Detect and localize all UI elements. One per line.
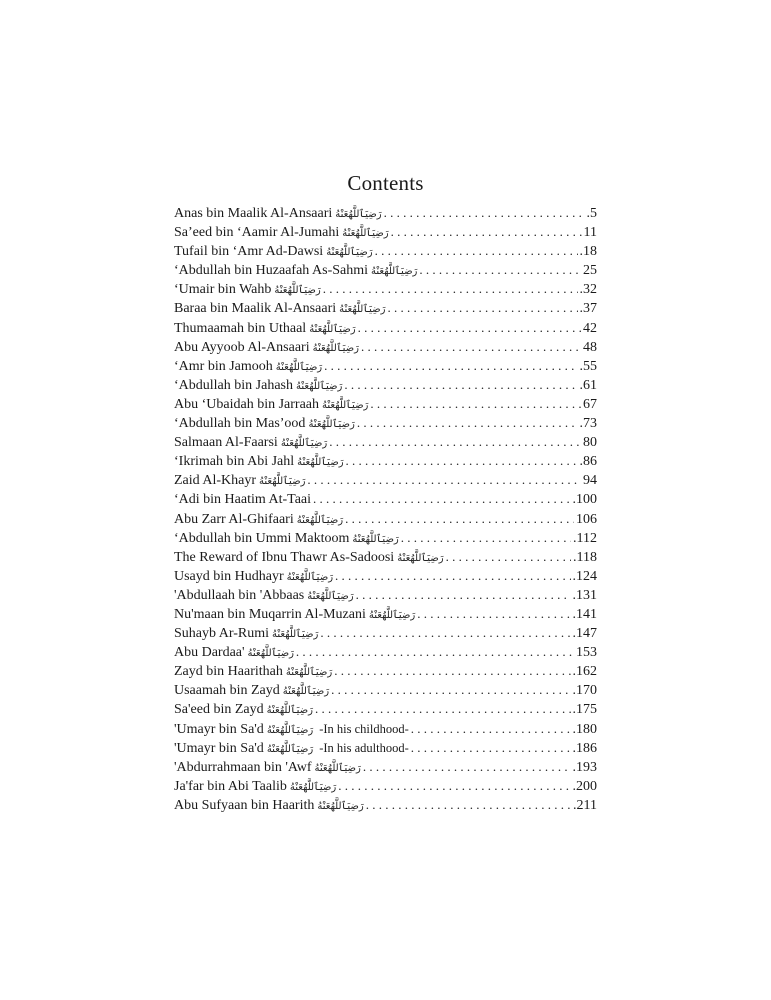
honorific-text: رَضِيَٱللَّهُعَنْهُ	[314, 762, 361, 774]
dot-leader	[338, 776, 570, 795]
toc-entry[interactable]	[174, 604, 597, 623]
toc-entry[interactable]	[174, 241, 597, 260]
toc-entry-page: 11	[583, 225, 597, 241]
toc-entry-title: ‘Abdullah bin Huzaafah As-Sahmi	[174, 263, 369, 279]
toc-entry-page: .162	[572, 664, 597, 680]
dot-leader	[411, 738, 571, 757]
dot-leader	[329, 432, 581, 451]
honorific-text: رَضِيَٱللَّهُعَنْهُ	[272, 629, 319, 641]
honorific-text: رَضِيَٱللَّهُعَنْهُ	[308, 419, 355, 431]
toc-entry-title: Zayd bin Haarithah	[174, 664, 283, 680]
toc-entry-page: .193	[572, 759, 597, 775]
toc-entry-title: Anas bin Maalik Al-Ansaari	[174, 206, 333, 221]
toc-entry-page: .100	[572, 492, 597, 508]
toc-entry-page: 25	[583, 263, 597, 279]
toc-entry-title: ‘Umair bin Wahb	[174, 282, 272, 298]
toc-entry-page: .32	[579, 282, 597, 298]
toc-entry-page: 80	[583, 435, 597, 451]
toc-entry-page: .180	[572, 721, 597, 737]
toc-entry[interactable]	[174, 470, 597, 489]
toc-entry-title: Suhayb Ar-Rumi	[174, 626, 269, 642]
honorific-text: رَضِيَٱللَّهُعَنْهُ	[326, 247, 373, 259]
toc-entry[interactable]	[174, 566, 597, 585]
toc-entry[interactable]	[174, 642, 597, 661]
dot-leader	[419, 260, 581, 279]
toc-entry[interactable]	[174, 356, 597, 375]
toc-entry-page: 48	[583, 339, 597, 355]
toc-entry[interactable]	[174, 776, 597, 795]
toc-entry-title: ‘Ikrimah bin Abi Jahl	[174, 454, 295, 470]
toc-entry-page: .200	[572, 778, 597, 794]
toc-entry-page: .147	[572, 626, 597, 642]
dot-leader	[391, 222, 582, 241]
toc-entry-title: Usayd bin Hudhayr	[174, 568, 284, 584]
toc-entry-title: Abu Dardaa'	[174, 645, 245, 661]
honorific-text: رَضِيَٱللَّهُعَنْهُ	[275, 361, 323, 373]
honorific-text: رَضِيَٱللَّهُعَنْهُ	[371, 266, 418, 278]
toc-entry-page: .170	[572, 683, 597, 699]
toc-entry-page: .141	[572, 606, 597, 622]
toc-entry[interactable]	[174, 298, 597, 317]
honorific-text: رَضِيَٱللَّهُعَنْهُ	[339, 304, 386, 316]
dot-leader	[375, 241, 578, 260]
toc-entry[interactable]	[174, 222, 597, 241]
honorific-text: رَضِيَٱللَّهُعَنْهُ	[266, 743, 314, 755]
dot-leader	[411, 719, 571, 738]
honorific-text: رَضِيَٱللَّهُعَنْهُ	[368, 609, 416, 621]
toc-entry-page: .5	[586, 206, 597, 221]
toc-entry-page: .18	[579, 244, 597, 260]
honorific-text: رَضِيَٱللَّهُعَنْهُ	[285, 667, 333, 679]
honorific-text: رَضِيَٱللَّهُعَنْهُ	[317, 800, 364, 812]
toc-entry-title: ‘Abdullah bin Mas’ood	[174, 416, 306, 432]
toc-entry[interactable]	[174, 432, 597, 451]
dot-leader	[331, 680, 570, 699]
dot-leader	[323, 279, 578, 298]
table-of-contents	[174, 203, 597, 814]
dot-leader	[315, 699, 571, 718]
toc-entry[interactable]	[174, 623, 597, 642]
dot-leader	[417, 604, 570, 623]
honorific-text: رَضِيَٱللَّهُعَنْهُ	[286, 571, 334, 583]
toc-entry-page: .118	[573, 549, 597, 565]
toc-entry-title: 'Umayr bin Sa'd	[174, 721, 264, 737]
toc-entry[interactable]	[174, 699, 597, 718]
dot-leader	[307, 470, 581, 489]
toc-entry[interactable]	[174, 661, 597, 680]
dot-leader	[346, 451, 578, 470]
toc-entry-title: 'Abdullaah bin 'Abbaas	[174, 587, 305, 603]
dot-leader	[388, 298, 578, 317]
toc-entry-title: Abu Sufyaan bin Haarith	[174, 797, 315, 813]
toc-entry[interactable]	[174, 413, 597, 432]
toc-entry[interactable]	[174, 279, 597, 298]
dot-leader	[320, 623, 570, 642]
toc-entry-page: .211	[573, 797, 597, 813]
toc-entry[interactable]	[174, 547, 597, 566]
toc-entry-page: .131	[572, 587, 597, 603]
dot-leader	[313, 489, 570, 508]
toc-entry[interactable]	[174, 509, 597, 528]
honorific-text: رَضِيَٱللَّهُعَنْهُ	[342, 228, 389, 240]
dot-leader	[384, 203, 585, 222]
toc-entry-page: 67	[583, 396, 597, 412]
toc-entry[interactable]	[174, 394, 597, 413]
dot-leader	[370, 394, 581, 413]
toc-entry-title: Zaid Al-Khayr	[174, 473, 257, 489]
toc-entry[interactable]	[174, 489, 597, 508]
dot-leader	[324, 356, 577, 375]
dot-leader	[361, 337, 581, 356]
toc-entry[interactable]	[174, 795, 597, 814]
toc-entry[interactable]	[174, 260, 597, 279]
honorific-text: رَضِيَٱللَّهُعَنْهُ	[309, 323, 356, 335]
toc-entry-page: .37	[579, 301, 597, 317]
toc-entry-title: Abu Zarr Al-Ghifaari	[174, 511, 294, 527]
toc-entry[interactable]	[174, 680, 597, 699]
toc-entry-page: .55	[579, 358, 597, 374]
toc-entry-title: ‘Amr bin Jamooh	[174, 358, 273, 374]
honorific-text: رَضِيَٱللَّهُعَنْهُ	[307, 590, 354, 602]
honorific-text: رَضِيَٱللَّهُعَنْهُ	[297, 457, 344, 469]
toc-entry[interactable]	[174, 318, 597, 337]
dot-leader	[345, 509, 574, 528]
toc-entry-title: ‘Adi bin Haatim At-Taai	[174, 492, 312, 508]
toc-entry-title: 'Abdurrahmaan bin 'Awf	[174, 759, 312, 775]
toc-entry-title: Sa'eed bin Zayd	[174, 702, 264, 718]
toc-entry-title: ‘Abdullah bin Jahash	[174, 377, 293, 393]
toc-entry[interactable]	[174, 203, 597, 222]
honorific-text: رَضِيَٱللَّهُعَنْهُ	[280, 438, 328, 450]
dot-leader	[358, 318, 581, 337]
toc-entry-title: Tufail bin ‘Amr Ad-Dawsi	[174, 244, 324, 260]
toc-entry-title: The Reward of Ibnu Thawr As-Sadoosi	[174, 549, 395, 565]
toc-entry-page: .175	[572, 702, 597, 718]
dot-leader	[446, 547, 571, 566]
toc-entry-title: Baraa bin Maalik Al-Ansaari	[174, 301, 337, 317]
dot-leader	[357, 413, 578, 432]
dot-leader	[366, 795, 571, 814]
toc-entry-page: .61	[579, 377, 597, 393]
honorific-text: رَضِيَٱللَّهُعَنْهُ	[282, 686, 330, 698]
toc-entry-title: Abu Ayyoob Al-Ansaari	[174, 339, 310, 355]
toc-entry[interactable]	[174, 528, 597, 547]
toc-entry-page: .112	[573, 530, 597, 546]
honorific-text: رَضِيَٱللَّهُعَنْهُ	[296, 514, 344, 526]
honorific-text: رَضِيَٱللَّهُعَنْهُ	[247, 648, 294, 660]
page-title: Contents	[347, 171, 424, 195]
toc-entry[interactable]	[174, 585, 597, 604]
toc-entry-title: Thumaamah bin Uthaal	[174, 320, 307, 336]
dot-leader	[335, 566, 570, 585]
honorific-text: رَضِيَٱللَّهُعَنْهُ	[397, 552, 444, 564]
toc-entry-page: 94	[583, 473, 597, 489]
dot-leader	[296, 642, 574, 661]
honorific-text: رَضِيَٱللَّهُعَنْهُ	[274, 285, 321, 297]
toc-entry-note: -In his adulthood-	[319, 740, 409, 755]
toc-entry-title: Salmaan Al-Faarsi	[174, 435, 278, 451]
toc-entry[interactable]	[174, 757, 597, 776]
honorific-text: رَضِيَٱللَّهُعَنْهُ	[289, 781, 337, 793]
honorific-text: رَضِيَٱللَّهُعَنْهُ	[322, 399, 369, 411]
toc-entry-page: .86	[579, 454, 597, 470]
toc-entry-page: 42	[583, 320, 597, 336]
toc-entry-title: Nu'maan bin Muqarrin Al-Muzani	[174, 606, 366, 622]
toc-entry[interactable]	[174, 719, 597, 738]
toc-entry[interactable]	[174, 738, 597, 757]
toc-entry-page: .73	[579, 416, 597, 432]
dot-leader	[356, 585, 571, 604]
honorific-text: رَضِيَٱللَّهُعَنْهُ	[352, 533, 399, 545]
toc-entry[interactable]	[174, 375, 597, 394]
toc-entry-title: Usaamah bin Zayd	[174, 683, 280, 699]
toc-entry-title: ‘Abdullah bin Ummi Maktoom	[174, 530, 350, 546]
toc-entry-page: .186	[572, 740, 597, 756]
honorific-text: رَضِيَٱللَّهُعَنْهُ	[259, 476, 306, 488]
toc-entry-page: .124	[572, 568, 597, 584]
dot-leader	[334, 661, 570, 680]
dot-leader	[344, 375, 577, 394]
dot-leader	[401, 528, 571, 547]
toc-entry-title: Abu ‘Ubaidah bin Jarraah	[174, 396, 320, 412]
toc-entry-title: 'Umayr bin Sa'd	[174, 740, 264, 756]
toc-entry-title: Ja'far bin Abi Taalib	[174, 778, 287, 794]
honorific-text: رَضِيَٱللَّهُعَنْهُ	[335, 209, 382, 220]
honorific-text: رَضِيَٱللَّهُعَنْهُ	[295, 380, 343, 392]
honorific-text: رَضِيَٱللَّهُعَنْهُ	[266, 705, 313, 717]
toc-entry-page: 153	[576, 645, 597, 661]
toc-entry[interactable]	[174, 451, 597, 470]
honorific-text: رَضِيَٱللَّهُعَنْهُ	[266, 724, 314, 736]
toc-entry-note: -In his childhood-	[319, 721, 409, 736]
toc-entry-page: 106	[576, 511, 597, 527]
toc-entry-title: Sa’eed bin ‘Aamir Al-Jumahi	[174, 225, 340, 241]
toc-entry[interactable]	[174, 337, 597, 356]
dot-leader	[363, 757, 571, 776]
honorific-text: رَضِيَٱللَّهُعَنْهُ	[312, 342, 359, 354]
